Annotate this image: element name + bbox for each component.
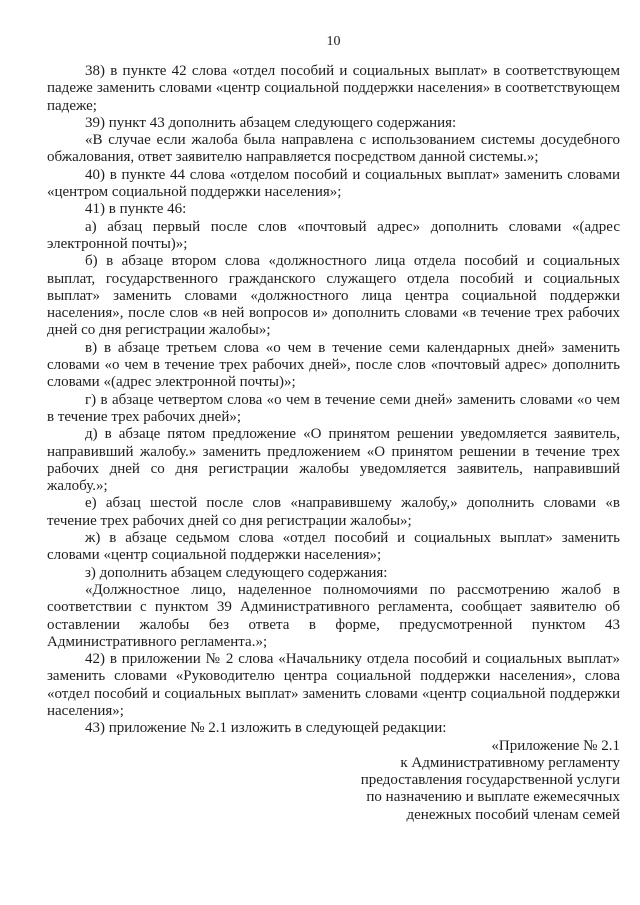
- appendix-line-4: по назначению и выплате ежемесячных: [366, 789, 620, 806]
- appendix-line-5: денежных пособий членам семей: [406, 806, 620, 823]
- para-subitem-d: д) в абзаце пятом предложение «О принятом решении уведомляется заявитель, направивший жалобу.» заменить предложением «О принятом решении в течение трех рабочих дней со дня регистрации жалобы уведомляется заявитель, направивший жалобу.»;: [47, 426, 620, 495]
- para-item-43: 43) приложение № 2.1 изложить в следующей редакции:: [85, 720, 447, 737]
- document-body: [47, 63, 620, 824]
- appendix-line-2: к Административному регламенту: [400, 754, 620, 771]
- para-subitem-a: а) абзац первый после слов «почтовый адрес» дополнить словами «(адрес электронной почты)»;: [47, 218, 620, 252]
- para-subitem-e: е) абзац шестой после слов «направившему жалобу,» дополнить словами «в течение трех рабочих дней со дня регистрации жалобы»;: [47, 495, 620, 529]
- para-subitem-b: б) в абзаце втором слова «должностного лица отдела пособий и социальных выплат, государственного гражданского служащего отдела пособий и социальных выплат» заменить словами «должностного лица центра социальной поддержки населения», после слов «в ней вопросов и» дополнить словами «в течение трех рабочих дней со дня регистрации жалобы»;: [47, 253, 620, 339]
- para-item-38: 38) в пункте 42 слова «отдел пособий и социальных выплат» в соответствующем падеже заменить словами «центр социальной поддержки населения» в соответствующем падеже;: [47, 63, 620, 114]
- appendix-line-3: предоставления государственной услуги: [360, 772, 620, 789]
- para-item-39-quote: «В случае если жалоба была направлена с использованием системы досудебного обжалования, ответ заявителю направляется посредством данной системы.»;: [47, 132, 620, 166]
- appendix-line-1: «Приложение № 2.1: [491, 737, 620, 754]
- para-item-40: 40) в пункте 44 слова «отделом пособий и социальных выплат» заменить словами «центром социальной поддержки населения»;: [47, 166, 620, 201]
- appendix-heading-block: [47, 738, 620, 824]
- para-subitem-zh: ж) в абзаце седьмом слова «отдел пособий и социальных выплат» заменить словами «центр социальной поддержки населения»;: [47, 530, 620, 564]
- para-item-42: 42) в приложении № 2 слова «Начальнику отдела пособий и социальных выплат» заменить словами «Руководителю центра социальной поддержки населения», слова «отдел пособий и социальных выплат» заменить словами «центр социальной поддержки населения»;: [47, 651, 620, 719]
- para-subitem-v: в) в абзаце третьем слова «о чем в течение семи календарных дней» заменить словами «о чем в течение трех рабочих дней», после слов «почтовый адрес» дополнить словами «(адрес электронной почты)»;: [47, 339, 620, 391]
- para-item-39: 39) пункт 43 дополнить абзацем следующего содержания:: [85, 114, 457, 131]
- para-subitem-z-quote: «Должностное лицо, наделенное полномочиями по рассмотрению жалоб в соответствии с пунктом 39 Административного регламента, сообщает заявителю об оставлении жалобы без ответа в форме, предусмотренной пунктом 43 Административного регламента.»;: [47, 581, 620, 650]
- para-subitem-g: г) в абзаце четвертом слова «о чем в течение семи дней» заменить словами «о чем в течение трех рабочих дней»;: [47, 391, 620, 425]
- page-number: 10: [326, 34, 341, 49]
- para-subitem-z: з) дополнить абзацем следующего содержания:: [85, 564, 388, 581]
- para-item-41: 41) в пункте 46:: [85, 201, 187, 218]
